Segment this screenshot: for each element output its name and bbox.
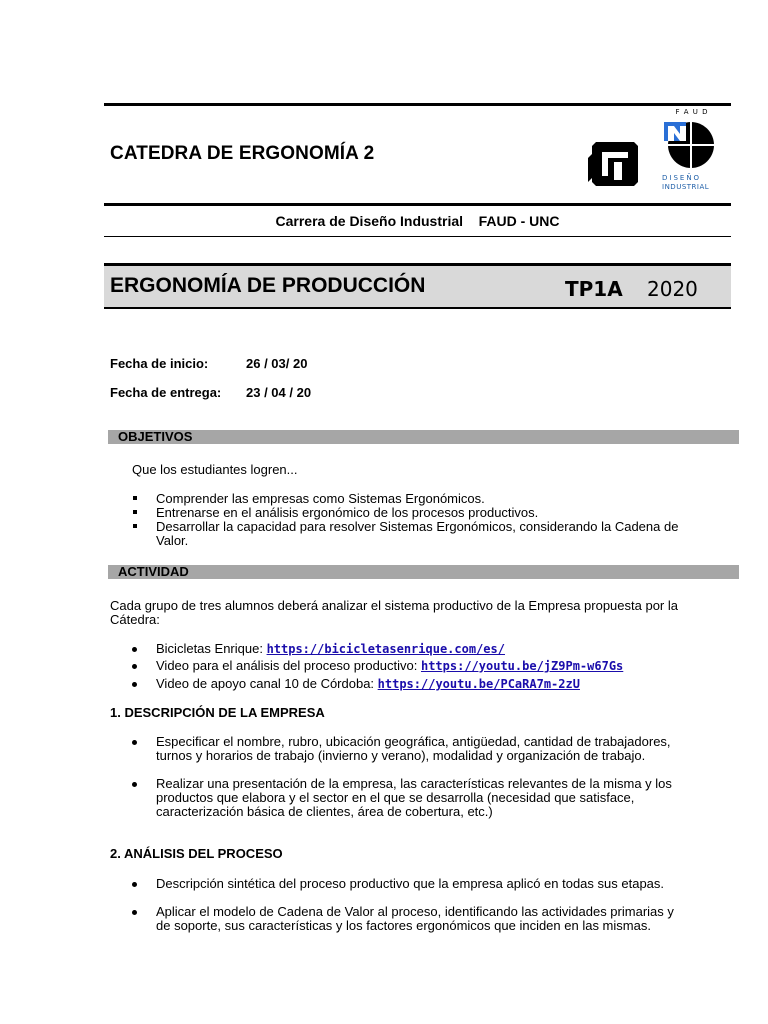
empresa-link[interactable]: https://bicicletasenrique.com/es/ <box>266 642 505 656</box>
bullet-icon <box>133 496 137 500</box>
link-row <box>156 641 505 657</box>
faud-logo-line2: INDUSTRIAL <box>662 183 710 191</box>
bullet-icon <box>132 782 137 787</box>
objetivo-item: Comprender las empresas como Sistemas Ergonómicos. <box>156 491 485 506</box>
bullet-icon <box>133 510 137 514</box>
objetivos-bar <box>108 430 739 444</box>
link-row <box>156 658 623 674</box>
link-label: Video de apoyo canal 10 de Córdoba: <box>156 676 378 691</box>
bullet-icon <box>132 882 137 887</box>
diseno-industrial-mark-icon <box>664 118 718 172</box>
section1-heading: 1. DESCRIPCIÓN DE LA EMPRESA <box>110 705 325 720</box>
bullet-icon <box>133 524 137 528</box>
faud-logo-line1: DISEÑO <box>662 174 702 182</box>
video-apoyo-link[interactable]: https://youtu.be/PCaRA7m-2zU <box>377 677 580 691</box>
link-label: Video para el análisis del proceso productivo: <box>156 658 421 673</box>
header-rule <box>104 203 731 206</box>
objetivo-item-cont: Valor. <box>156 533 189 548</box>
start-date-label: Fecha de inicio: <box>110 356 209 371</box>
faud-logo <box>660 108 724 194</box>
title-bottom-rule <box>104 307 731 309</box>
start-date-value: 26 / 03/ 20 <box>246 356 308 371</box>
objetivos-intro: Que los estudiantes logren... <box>132 462 298 477</box>
section2-item2-line: de soporte, sus características y los factores ergonómicos que inciden en las mismas. <box>156 918 651 933</box>
section2-item1: Descripción sintética del proceso productivo que la empresa aplicó en todas sus etapas. <box>156 876 665 891</box>
actividad-bar <box>108 565 739 579</box>
section1-item2-line: caracterización básica de clientes, área de cobertura, etc.) <box>156 804 493 819</box>
section1-item2-line: productos que elabora y el sector en el que se desarrolla (necesidad que satisface, <box>156 790 635 805</box>
section1-item2-line: Realizar una presentación de la empresa, las características relevantes de la misma y los <box>156 776 672 791</box>
link-row <box>156 676 580 692</box>
video-proceso-link[interactable]: https://youtu.be/jZ9Pm-w67Gs <box>420 659 624 673</box>
bullet-icon <box>132 647 137 652</box>
actividad-intro-line2: Cátedra: <box>110 612 160 627</box>
bullet-icon <box>132 664 137 669</box>
due-date-value: 23 / 04 / 20 <box>246 385 312 400</box>
actividad-heading: ACTIVIDAD <box>118 564 189 579</box>
bullet-icon <box>132 682 137 687</box>
top-rule <box>104 103 731 106</box>
course-title: CATEDRA DE ERGONOMÍA 2 <box>110 143 375 164</box>
objetivos-heading: OBJETIVOS <box>118 429 193 444</box>
section1-item1-line: Especificar el nombre, rubro, ubicación geográfica, antigüedad, cantidad de trabajadores, <box>156 734 671 749</box>
unc-logo-icon <box>588 138 642 190</box>
section2-item2-line: Aplicar el modelo de Cadena de Valor al proceso, identificando las actividades primarias y <box>156 904 674 919</box>
document-title: ERGONOMÍA DE PRODUCCIÓN <box>110 274 426 297</box>
objetivo-item: Entrenarse en el análisis ergonómico de los procesos productivos. <box>156 505 539 520</box>
section2-heading: 2. ANÁLISIS DEL PROCESO <box>110 846 283 861</box>
actividad-intro-line1: Cada grupo de tres alumnos deberá analizar el sistema productivo de la Empresa propuesta por la <box>110 598 678 613</box>
tp-year: 2020 <box>647 277 698 301</box>
due-date-label: Fecha de entrega: <box>110 385 222 400</box>
bullet-icon <box>132 910 137 915</box>
section1-item1-line: turnos y horarios de trabajo (invierno y verano), modalidad y organización de trabajo. <box>156 748 646 763</box>
faud-logo-text: F A U D <box>675 108 709 116</box>
tp-code: TP1A <box>565 277 623 301</box>
bullet-icon <box>132 740 137 745</box>
link-label: Bicicletas Enrique: <box>156 641 267 656</box>
objetivo-item: Desarrollar la capacidad para resolver Sistemas Ergonómicos, considerando la Cadena de <box>156 519 679 534</box>
carrera-rule <box>104 236 731 237</box>
carrera-line: Carrera de Diseño Industrial FAUD - UNC <box>275 213 560 229</box>
